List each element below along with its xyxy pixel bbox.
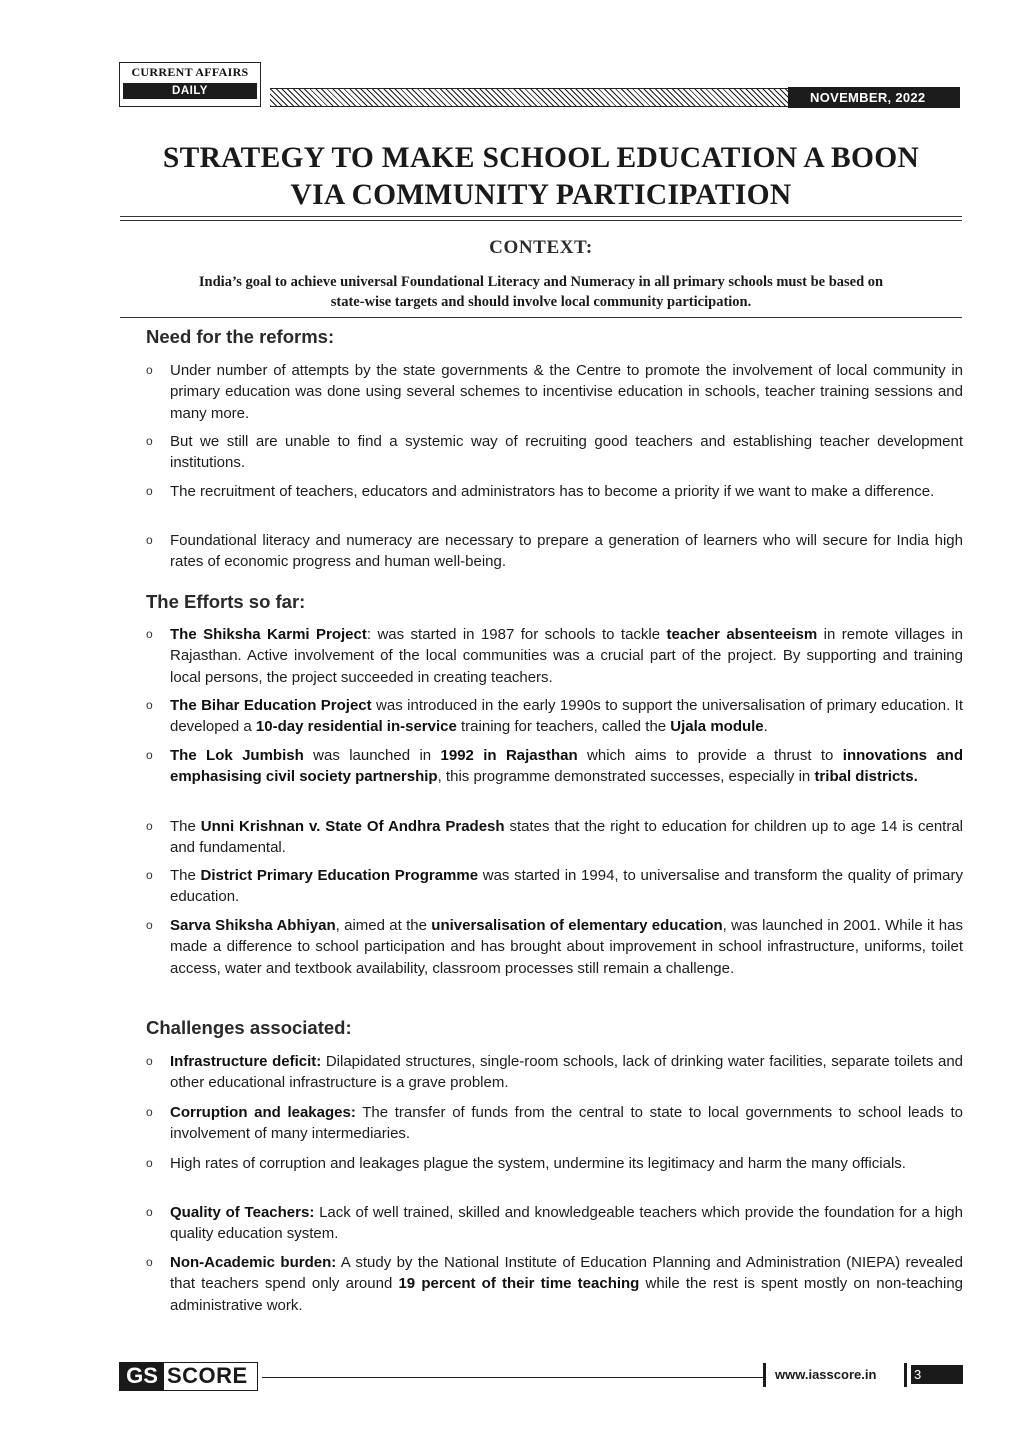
footer-rule (262, 1377, 763, 1378)
bullet-icon: o (146, 484, 153, 498)
context-summary-line-2: state-wise targets and should involve local community participation. (330, 294, 752, 310)
list-item-text: Under number of attempts by the state governments & the Centre to promote the involvement of local community in primary education was done using several schemes to incentivise education in schools, teacher training sessions and many more. (170, 362, 963, 422)
header-hatch-band (270, 88, 788, 107)
bullet-icon: o (146, 434, 153, 448)
list-item-text: The Shiksha Karmi Project: was started in 1987 for schools to tackle teacher absenteeism in remote villages in Rajasthan. Active involvement of the local communities was a crucial part of the project. By supporting and training local persons, the project succeeded in creating teachers. (170, 626, 963, 686)
section-heading-need: Need for the reforms: (146, 326, 335, 347)
logo-score: SCORE (167, 1363, 248, 1388)
bullet-icon: o (146, 1054, 153, 1068)
bullet-icon: o (146, 868, 153, 882)
list-item-text: The District Primary Education Programme was started in 1994, to universalise and transform the quality of primary education. (170, 867, 963, 906)
list-item (146, 865, 963, 908)
section-heading-efforts: The Efforts so far: (146, 591, 306, 612)
title-divider (120, 216, 962, 217)
list-item (146, 695, 963, 738)
logo-gs: GS (120, 1363, 164, 1390)
list-item (146, 360, 963, 424)
list-item (146, 1252, 963, 1316)
bullet-icon: o (146, 363, 153, 377)
publication-frequency: DAILY (123, 83, 257, 99)
emphasis-text: District Primary Education Programme (200, 867, 479, 884)
context-heading: CONTEXT: (489, 237, 593, 258)
emphasis-text: Infrastructure deficit: (170, 1053, 322, 1070)
list-item (146, 915, 963, 979)
list-item-text: Quality of Teachers: Lack of well trained, skilled and knowledgeable teachers which provide the foundation for a high quality education system. (170, 1204, 963, 1243)
list-item-text: The Bihar Education Project was introduced in the early 1990s to support the universalisation of primary education. It developed a 10-day residential in-service training for teachers, called the Ujala module. (170, 697, 963, 736)
list-item (146, 816, 963, 859)
publication-name: CURRENT AFFAIRS (131, 65, 249, 79)
emphasis-text: teacher absenteeism (666, 626, 818, 643)
emphasis-text: 10-day residential in-service (255, 718, 457, 736)
publication-badge (119, 62, 261, 107)
gsscore-logo (119, 1362, 258, 1391)
context-summary (124, 272, 958, 312)
emphasis-text: Quality of Teachers: (170, 1204, 315, 1221)
list-item (146, 1202, 963, 1245)
emphasis-text: Ujala module (670, 718, 764, 736)
bullet-icon: o (146, 1255, 153, 1269)
emphasis-text: The Shiksha Karmi Project (170, 626, 367, 643)
list-item-text: Sarva Shiksha Abhiyan, aimed at the universalisation of elementary education, was launched in 2001. While it has made a difference to school participation and has brought about improvement in school infrastructure, uniforms, toilet access, water and textbook availability, classroom processes still remain a challenge. (170, 917, 963, 977)
page-number: 3 (911, 1365, 963, 1384)
list-item-text: But we still are unable to find a systemic way of recruiting good teachers and establishing teacher development institutions. (170, 433, 963, 472)
bullet-icon: o (146, 748, 153, 762)
list-item-text: Infrastructure deficit: Dilapidated structures, single-room schools, lack of drinking water facilities, separate toilets and other educational infrastructure is a grave problem. (170, 1053, 964, 1092)
bullet-icon: o (146, 1105, 153, 1119)
title-divider-secondary (120, 220, 962, 221)
website-link[interactable]: www.iasscore.in (775, 1367, 877, 1382)
footer-separator (904, 1363, 907, 1387)
emphasis-text: Sarva Shiksha Abhiyan (170, 917, 336, 934)
list-item-text: Non-Academic burden: A study by the National Institute of Education Planning and Administration (NIEPA) revealed that teachers spend only around 19 percent of their time teaching while the rest is spent mostly on non-teaching administrative work. (170, 1254, 963, 1314)
list-item-text: Foundational literacy and numeracy are necessary to prepare a generation of learners who will secure for India high rates of economic progress and human well-being. (170, 532, 963, 571)
emphasis-text: The Bihar Education Project (170, 697, 372, 714)
list-item (146, 624, 963, 688)
emphasis-text: Unni Krishnan v. State Of Andhra Pradesh (200, 818, 505, 835)
article-title-line-1: STRATEGY TO MAKE SCHOOL EDUCATION A BOON (162, 142, 920, 174)
context-divider (120, 317, 962, 318)
emphasis-text: universalisation of elementary education (431, 917, 723, 934)
bullet-icon: o (146, 1205, 153, 1219)
list-item (146, 481, 963, 502)
context-summary-line-1: India’s goal to achieve universal Foundational Literacy and Numeracy in all primary schools must be based on (198, 274, 884, 290)
emphasis-text: The Lok Jumbish (170, 747, 304, 764)
emphasis-text: innovations and emphasising civil society partnership (170, 747, 963, 786)
list-item-text: The recruitment of teachers, educators and administrators has to become a priority if we want to make a difference. (170, 483, 935, 500)
emphasis-text: 19 percent of their time teaching (398, 1275, 640, 1293)
emphasis-text: Non-Academic burden: (170, 1254, 337, 1271)
emphasis-text: tribal districts. (814, 768, 918, 786)
list-item (146, 530, 963, 573)
list-item-text: Corruption and leakages: The transfer of funds from the central to state to local governments to school leads to involvement of many intermediaries. (170, 1104, 963, 1143)
emphasis-text: 1992 in Rajasthan (440, 747, 578, 764)
article-title (120, 140, 962, 214)
bullet-icon: o (146, 698, 153, 712)
article-title-line-2: VIA COMMUNITY PARTICIPATION (290, 179, 792, 211)
bullet-icon: o (146, 533, 153, 547)
list-item (146, 745, 963, 788)
list-item (146, 431, 963, 474)
bullet-icon: o (146, 819, 153, 833)
bullet-icon: o (146, 918, 153, 932)
bullet-icon: o (146, 1156, 153, 1170)
bullet-icon: o (146, 627, 153, 641)
list-item (146, 1102, 963, 1145)
footer-separator (763, 1363, 766, 1387)
list-item-text: High rates of corruption and leakages plague the system, undermine its legitimacy and harm the many officials. (170, 1155, 906, 1172)
list-item (146, 1051, 963, 1094)
list-item (146, 1153, 963, 1174)
list-item-text: The Lok Jumbish was launched in 1992 in Rajasthan which aims to provide a thrust to innovations and emphasising civil society partnership, this programme demonstrated successes, especially in tribal districts. (170, 747, 963, 786)
issue-date: NOVEMBER, 2022 (788, 87, 960, 108)
list-item-text: The Unni Krishnan v. State Of Andhra Pradesh states that the right to education for children up to age 14 is central and fundamental. (170, 818, 964, 857)
emphasis-text: Corruption and leakages: (170, 1104, 356, 1121)
section-heading-challenges: Challenges associated: (146, 1017, 352, 1038)
